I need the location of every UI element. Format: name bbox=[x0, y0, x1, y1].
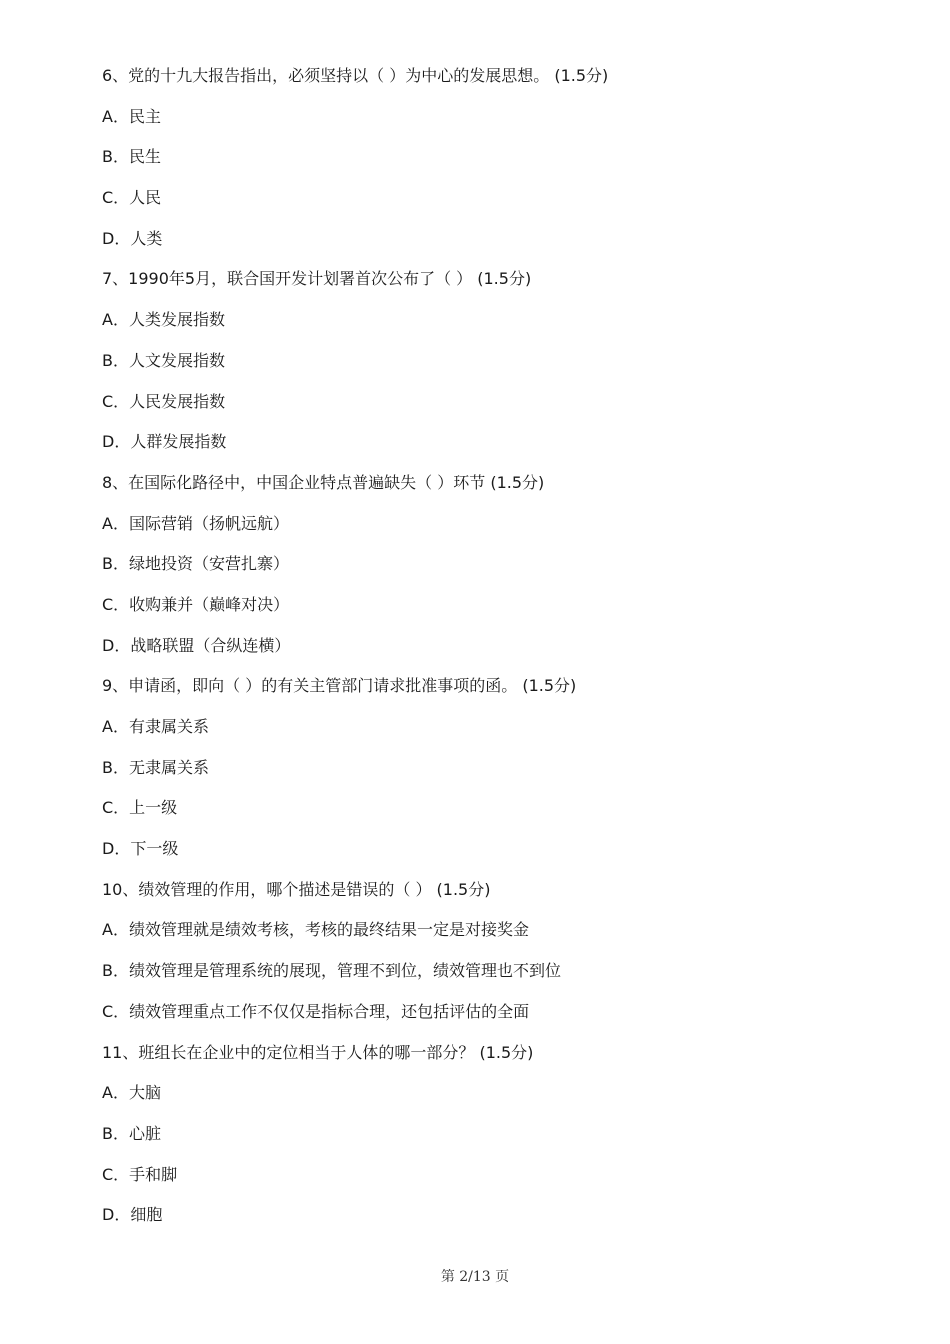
option-c: C．人民 bbox=[102, 188, 162, 208]
option-d: D．战略联盟（合纵连横） bbox=[102, 635, 291, 655]
option-c: C．手和脚 bbox=[102, 1164, 178, 1184]
option-a: A．人类发展指数 bbox=[102, 310, 225, 330]
option-c: C．人民发展指数 bbox=[102, 391, 226, 411]
question-stem: 11、班组长在企业中的定位相当于人体的哪一部分？ (1.5分) bbox=[102, 1042, 534, 1062]
option-a: A．绩效管理就是绩效考核，考核的最终结果一定是对接奖金 bbox=[102, 920, 529, 940]
option-a: A．有隶属关系 bbox=[102, 717, 209, 736]
option-b: B．绿地投资（安营扎寨） bbox=[102, 554, 289, 574]
option-c: C．上一级 bbox=[102, 798, 178, 818]
option-b: B．绩效管理是管理系统的展现，管理不到位，绩效管理也不到位 bbox=[102, 961, 561, 981]
option-b: B．无隶属关系 bbox=[102, 757, 209, 777]
question-stem: 8、在国际化路径中，中国企业特点普遍缺失（ ）环节 (1.5分) bbox=[102, 472, 545, 492]
option-c: C．收购兼并（巅峰对决） bbox=[102, 594, 290, 614]
question-stem: 10、绩效管理的作用，哪个描述是错误的（ ） (1.5分) bbox=[102, 879, 491, 899]
question-stem: 6、党的十九大报告指出，必须坚持以（ ）为中心的发展思想。 (1.5分) bbox=[102, 66, 609, 85]
page-number: 第 2/13 页 bbox=[440, 1269, 510, 1285]
option-a: A．国际营销（扬帆远航） bbox=[102, 513, 289, 533]
option-d: D．细胞 bbox=[102, 1205, 163, 1225]
option-c: C．绩效管理重点工作不仅仅是指标合理，还包括评估的全面 bbox=[102, 1001, 530, 1021]
question-stem: 7、1990年5月，联合国开发计划署首次公布了（ ） (1.5分) bbox=[102, 269, 532, 289]
option-b: B．心脏 bbox=[102, 1123, 161, 1143]
option-d: D．下一级 bbox=[102, 839, 179, 859]
question-stem: 9、申请函，即向（ ）的有关主管部门请求批准事项的函。 (1.5分) bbox=[102, 676, 577, 696]
option-b: B．人文发展指数 bbox=[102, 350, 225, 370]
option-a: A．民主 bbox=[102, 106, 161, 126]
option-d: D．人类 bbox=[102, 228, 163, 248]
option-a: A．大脑 bbox=[102, 1083, 161, 1103]
option-d: D．人群发展指数 bbox=[102, 432, 227, 452]
option-b: B．民生 bbox=[102, 147, 161, 167]
question-list bbox=[102, 62, 882, 1242]
